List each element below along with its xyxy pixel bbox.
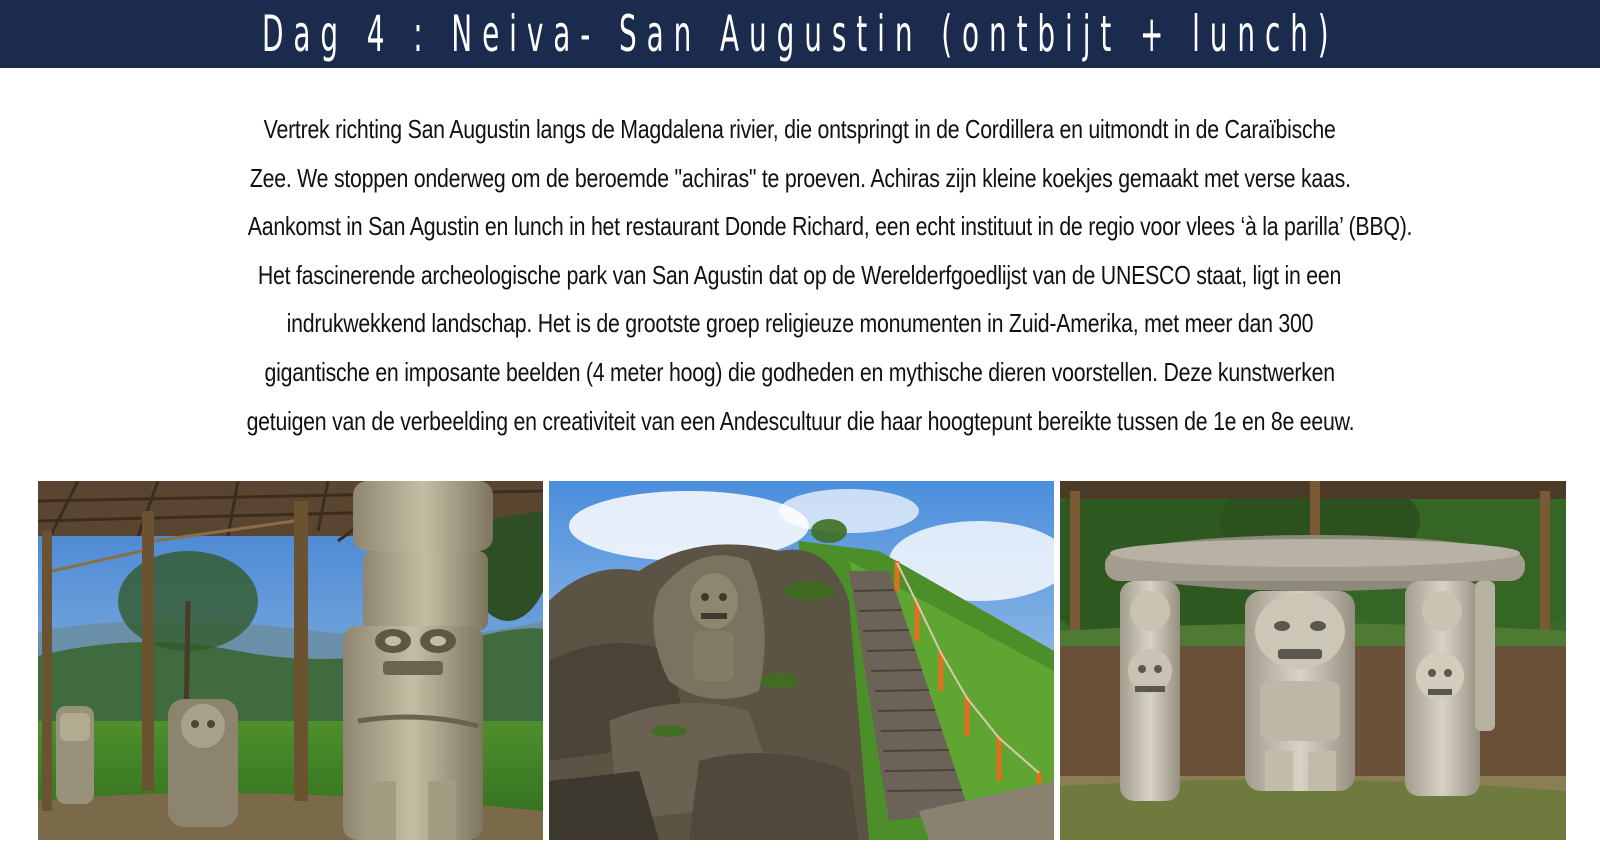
photo-carved-rock-staircase [549,481,1054,840]
description-line: getuigen van de verbeelding en creativiteit van een Andescultuur die haar hoogtepunt bereikte tussen de 1e en 8e eeuw. [246,405,1354,436]
description-line: Vertrek richting San Augustin langs de Magdalena rivier, die ontspringt in de Cordillera en uitmondt in de Caraïbische [264,114,1336,144]
description-line: Het fascinerende archeologische park van San Agustin dat op de Werelderfgoedlijst van de UNESCO staat, ligt in een [258,259,1342,290]
photo-statues-shelter [38,481,543,840]
photo-dolmen-statues [1060,481,1566,840]
title-bar [0,0,1600,68]
page-title: Dag 4 : Neiva- San Augustin (ontbijt + lunch) [261,5,1339,63]
description-line: Aankomst in San Agustin en lunch in het restaurant Donde Richard, een echt instituut in de regio voor vlees ‘à la parilla’ (BBQ). [247,211,1413,242]
description-block [120,105,1480,445]
description-line: Zee. We stoppen onderweg om de beroemde "achiras" te proeven. Achiras zijn kleine koekjes gemaakt met verse kaas. [249,162,1351,193]
description-line: indrukwekkend landschap. Het is de grootste groep religieuze monumenten in Zuid-Amerika, met meer dan 300 [286,308,1314,339]
description-line: gigantische en imposante beelden (4 meter hoog) die godheden en mythische dieren voorstellen. Deze kunstwerken [264,356,1336,387]
